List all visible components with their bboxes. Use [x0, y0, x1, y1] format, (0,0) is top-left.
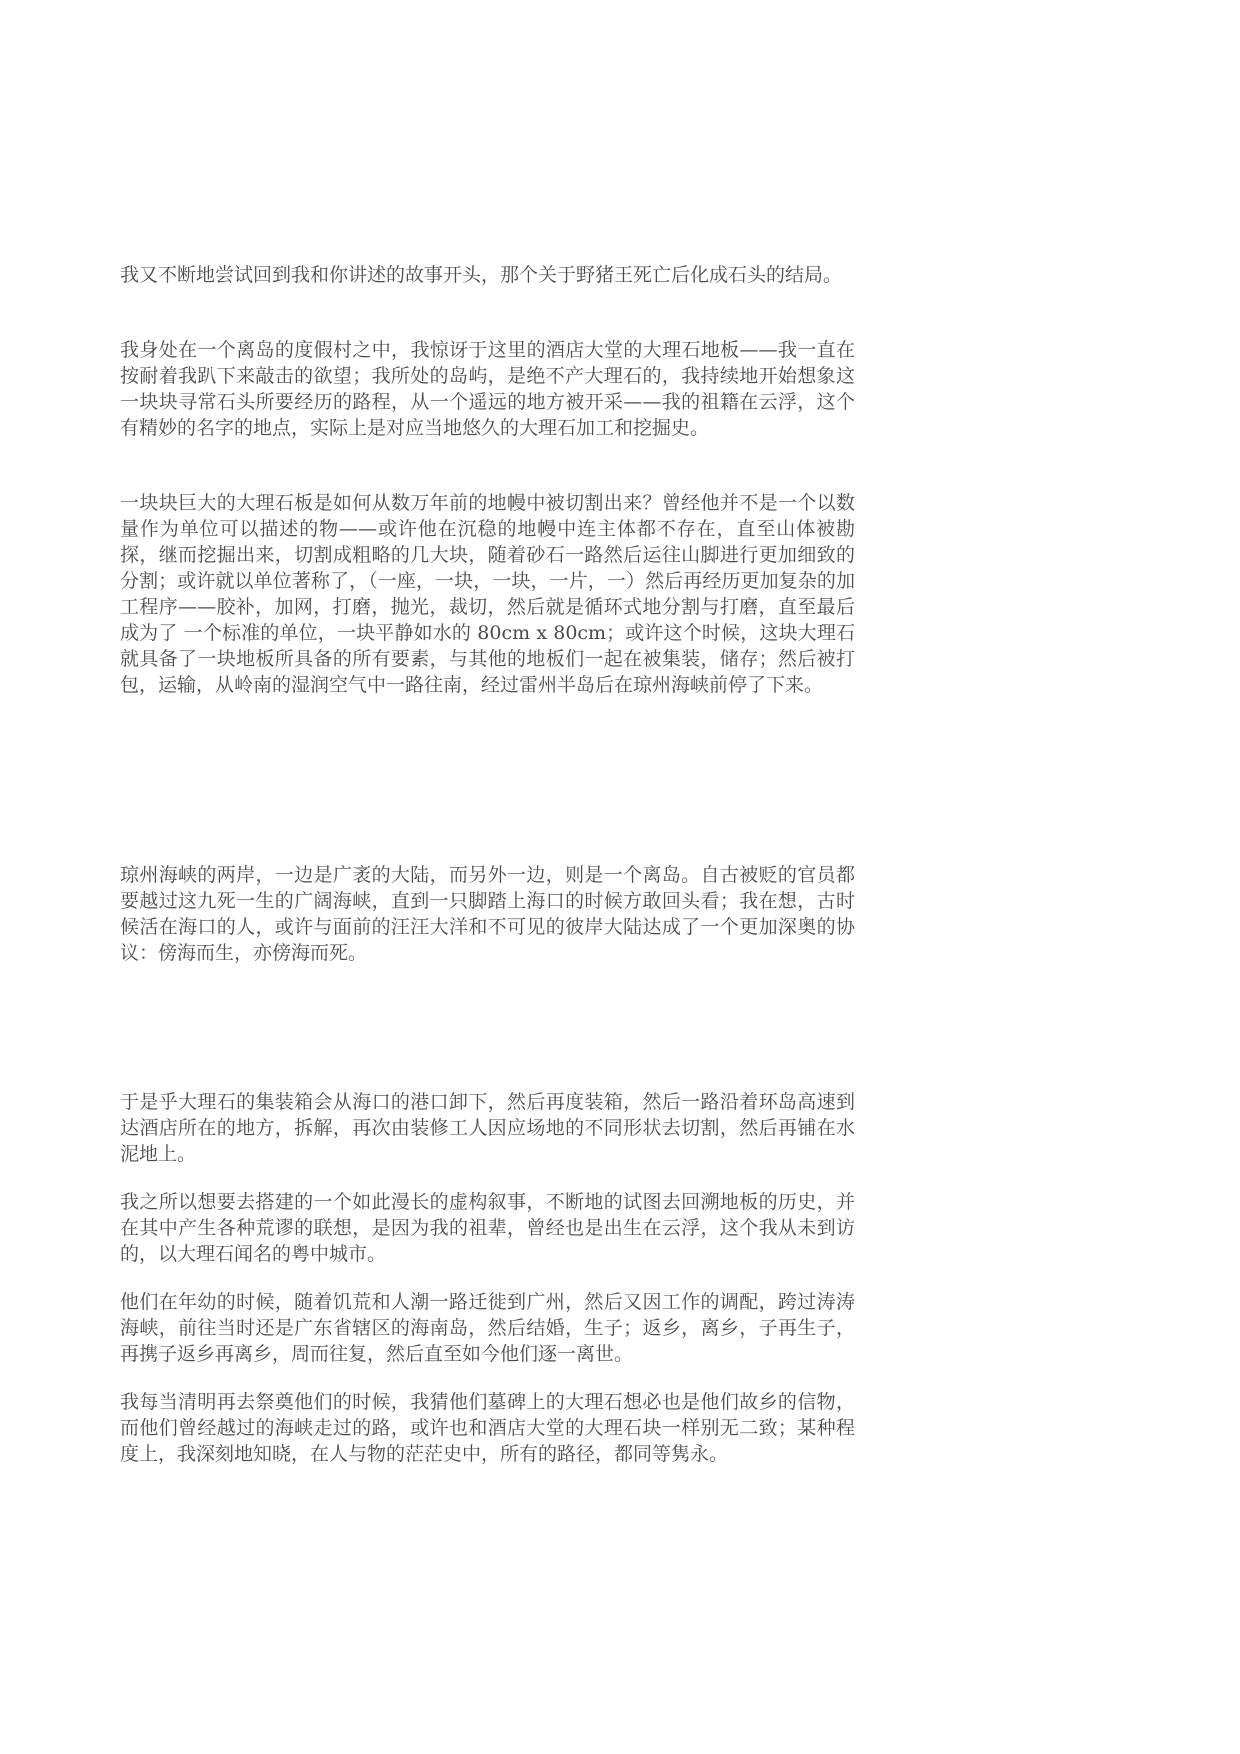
paragraph-4: 琼州海峡的两岸，一边是广袤的大陆，而另外一边，则是一个离岛。自古被贬的官员都要越过这九死一生的广阔海峡，直到一只脚踏上海口的时候方敢回头看；我在想，古时候活在海口的人，或许与面前的汪汪大洋和不可见的彼岸大陆达成了一个更加深奥的协议：傍海而生，亦傍海而死。 — [120, 864, 855, 964]
paragraph-8: 我每当清明再去祭奠他们的时候，我猜他们墓碑上的大理石想必也是他们故乡的信物，而他们曾经越过的海峡走过的路，或许也和酒店大堂的大理石块一样别无二致；某种程度上，我深刻地知晓，在人与物的茫茫史中，所有的路径，都同等隽永。 — [120, 1391, 855, 1465]
paragraph-5: 于是乎大理石的集装箱会从海口的港口卸下，然后再度装箱，然后一路沿着环岛高速到达酒店所在的地方，拆解，再次由装修工人因应场地的不同形状去切割，然后再铺在水泥地上。 — [120, 1091, 855, 1165]
paragraph-1: 我又不断地尝试回到我和你讲述的故事开头，那个关于野猪王死亡后化成石头的结局。 — [120, 264, 843, 286]
paragraph-2: 我身处在一个离岛的度假村之中，我惊讶于这里的酒店大堂的大理石地板——我一直在按耐着我趴下来敲击的欲望；我所处的岛屿，是绝不产大理石的，我持续地开始想象这一块块寻常石头所要经历的路程，从一个遥远的地方被开采——我的祖籍在云浮，这个有精妙的名字的地点，实际上是对应当地悠久的大理石加工和挖掘史。 — [120, 339, 855, 439]
paragraph-3: 一块块巨大的大理石板是如何从数万年前的地幔中被切割出来？曾经他并不是一个以数量作为单位可以描述的物——或许他在沉稳的地幔中连主体都不存在，直至山体被勘探，继而挖掘出来，切割成粗略的几大块，随着砂石一路然后运往山脚进行更加细致的分割；或许就以单位著称了，（一座，一块，一块，一片，一）然后再经历更加复杂的加工程序——胶补，加网，打磨，抛光，裁切，然后就是循环式地分割与打磨，直至最后成为了 一个标准的单位，一块平静如水的 80cm x 80cm；或许这个时候，这块大理石就具备了一块地板所具备的所有要素，与其他的地板们一起在被集装，储存；然后被打包，运输，从岭南的湿润空气中一路往南，经过雷州半岛后在琼州海峡前停了下来。 — [120, 492, 855, 696]
paragraph-7: 他们在年幼的时候，随着饥荒和人潮一路迁徙到广州，然后又因工作的调配，跨过涛涛海峡，前往当时还是广东省辖区的海南岛，然后结婚，生子；返乡，离乡，子再生子，再携子返乡再离乡，周而往复，然后直至如今他们逐一离世。 — [120, 1291, 855, 1365]
paragraph-6: 我之所以想要去搭建的一个如此漫长的虚构叙事，不断地的试图去回溯地板的历史，并在其中产生各种荒谬的联想，是因为我的祖辈，曾经也是出生在云浮，这个我从未到访的，以大理石闻名的粤中城市。 — [120, 1191, 855, 1265]
